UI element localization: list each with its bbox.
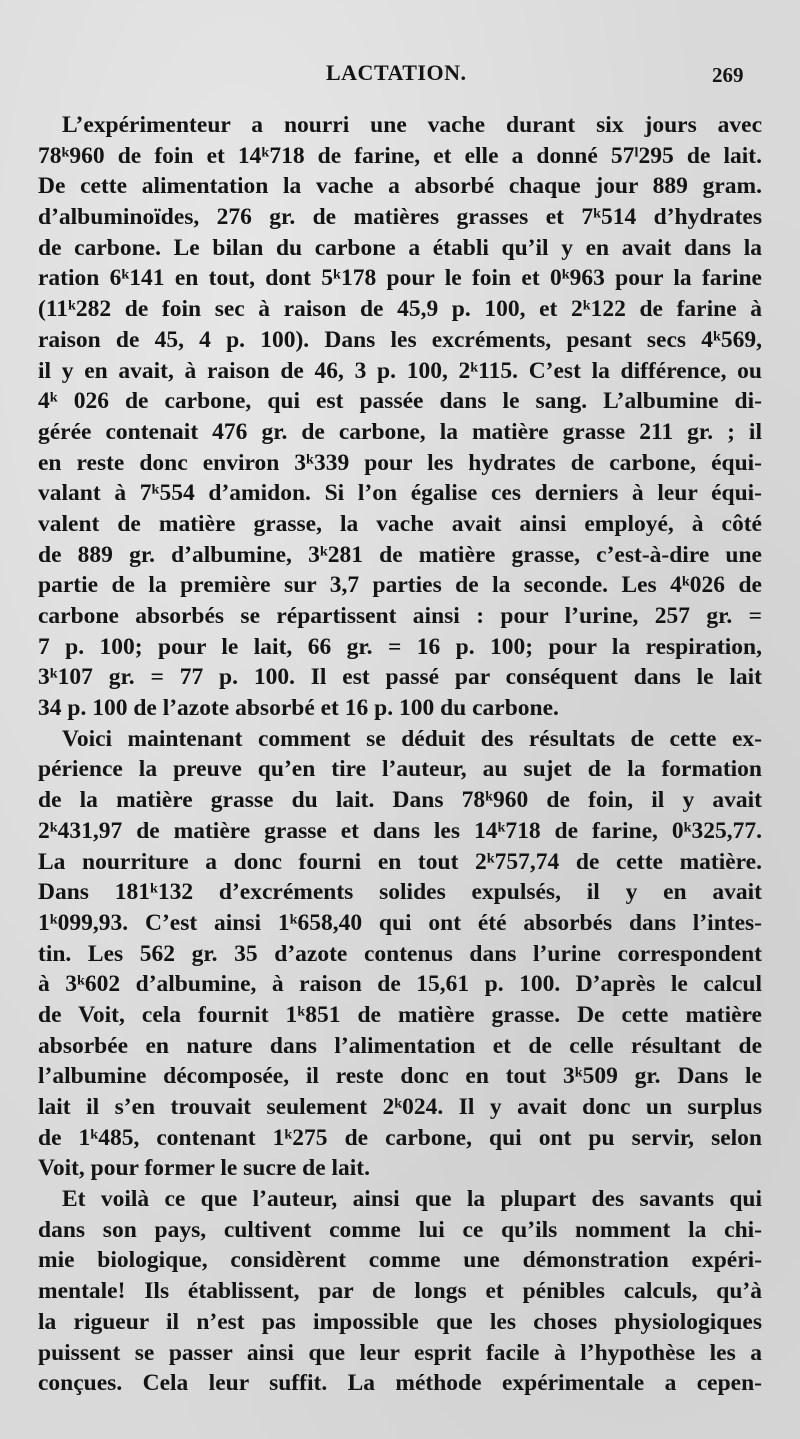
text-line: de 889 gr. d’albumine, 3ᵏ281 de matière grasse, c’est-à-dire une <box>38 541 762 568</box>
text-line: de carbone. Le bilan du carbone a établi qu’il y en avait dans la <box>38 234 762 261</box>
text-line: 78ᵏ960 de foin et 14ᵏ718 de farine, et elle a donné 57ˡ295 de lait. <box>38 142 762 169</box>
text-line: 4ᵏ 026 de carbone, qui est passée dans le sang. L’albumine di- <box>38 388 762 415</box>
body-text <box>38 110 762 1399</box>
text-line: mentale! Ils établissent, par de longs et pénibles calculs, qu’à <box>38 1278 762 1305</box>
text-line: tin. Les 562 gr. 35 d’azote contenus dans l’urine correspondent <box>38 940 762 967</box>
text-line: puissent se passer ainsi que leur esprit facile à l’hypothèse les a <box>38 1339 762 1366</box>
text-line: dans son pays, cultivent comme lui ce qu’ils nomment la chi- <box>38 1216 762 1243</box>
text-line: carbone absorbés se répartissent ainsi : pour l’urine, 257 gr. = <box>38 603 762 629</box>
paragraph-1 <box>38 110 762 724</box>
text-line: mie biologique, considèrent comme une démonstration expéri- <box>38 1247 762 1274</box>
text-line: à 3ᵏ602 d’albumine, à raison de 15,61 p. 100. D’après le calcul <box>38 971 762 998</box>
paragraph-2 <box>38 724 762 1184</box>
text-line: lait il s’en trouvait seulement 2ᵏ024. Il y avait donc un surplus <box>38 1094 762 1120</box>
text-line: La nourriture a donc fourni en tout 2ᵏ757,74 de cette matière. <box>38 848 762 875</box>
text-line: raison de 45, 4 p. 100). Dans les excréments, pesant secs 4ᵏ569, <box>38 326 762 353</box>
text-line: valant à 7ᵏ554 d’amidon. Si l’on égalise ces derniers à leur équi- <box>38 480 762 507</box>
text-line: Dans 181ᵏ132 d’excréments solides expulsés, il y en avait <box>38 879 762 906</box>
text-line: Voici maintenant comment se déduit des résultats de cette ex- <box>62 725 762 752</box>
text-line: (11ᵏ282 de foin sec à raison de 45,9 p. 100, et 2ᵏ122 de farine à <box>38 296 762 323</box>
text-line: périence la preuve qu’en tire l’auteur, au sujet de la formation <box>38 756 762 783</box>
text-line: Et voilà ce que l’auteur, ainsi que la plupart des savants qui <box>62 1186 762 1213</box>
text-line: gérée contenait 476 gr. de carbone, la matière grasse 211 gr. ; il <box>38 418 762 445</box>
text-line: de la matière grasse du lait. Dans 78ᵏ960 de foin, il y avait <box>38 787 762 814</box>
text-line: absorbée en nature dans l’alimentation et de celle résultant de <box>38 1032 762 1059</box>
text-line: valent de matière grasse, la vache avait ainsi employé, à côté <box>38 510 762 537</box>
text-line: en reste donc environ 3ᵏ339 pour les hydrates de carbone, équi- <box>38 449 762 476</box>
page-number: 269 <box>712 63 744 87</box>
text-line: de 1ᵏ485, contenant 1ᵏ275 de carbone, qui ont pu servir, selon <box>38 1124 762 1151</box>
text-line: partie de la première sur 3,7 parties de la seconde. Les 4ᵏ026 de <box>38 572 762 599</box>
text-line: d’albuminoïdes, 276 gr. de matières grasses et 7ᵏ514 d’hydrates <box>38 204 762 231</box>
paragraph-3 <box>38 1184 762 1399</box>
running-title: LACTATION. <box>326 60 467 85</box>
text-line: 34 p. 100 de l’azote absorbé et 16 p. 100 du carbone. <box>38 695 559 722</box>
text-line: De cette alimentation la vache a absorbé chaque jour 889 gram. <box>38 173 762 200</box>
text-line: L’expérimenteur a nourri une vache durant six jours avec <box>62 112 762 138</box>
text-line: la rigueur il n’est pas impossible que les choses physiologiques <box>38 1308 762 1335</box>
text-line: 7 p. 100; pour le lait, 66 gr. = 16 p. 100; pour la respiration, <box>38 633 762 660</box>
text-line: 2ᵏ431,97 de matière grasse et dans les 14ᵏ718 de farine, 0ᵏ325,77. <box>38 817 762 844</box>
text-line: il y en avait, à raison de 46, 3 p. 100, 2ᵏ115. C’est la différence, ou <box>38 357 762 384</box>
text-line: Voit, pour former le sucre de lait. <box>38 1155 371 1182</box>
text-line: 3ᵏ107 gr. = 77 p. 100. Il est passé par conséquent dans le lait <box>38 664 762 691</box>
text-line: 1ᵏ099,93. C’est ainsi 1ᵏ658,40 qui ont été absorbés dans l’intes- <box>38 909 762 936</box>
text-line: de Voit, cela fournit 1ᵏ851 de matière grasse. De cette matière <box>38 1001 762 1028</box>
text-line: conçues. Cela leur suffit. La méthode expérimentale a cepen- <box>38 1370 762 1397</box>
text-line: ration 6ᵏ141 en tout, dont 5ᵏ178 pour le foin et 0ᵏ963 pour la farine <box>38 265 762 292</box>
text-line: l’albumine décomposée, il reste donc en tout 3ᵏ509 gr. Dans le <box>38 1063 762 1090</box>
running-head <box>0 60 800 90</box>
